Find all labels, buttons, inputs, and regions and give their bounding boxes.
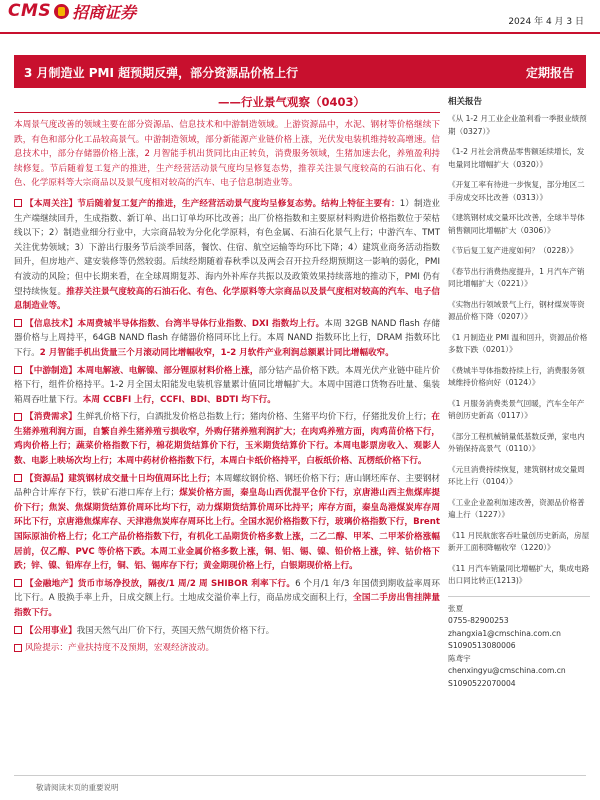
section-title: 【中游制造】 [25, 365, 77, 376]
analyst-name: 张夏 [448, 603, 464, 613]
report-title: 3 月制造业 PMI 超预期反弹，部分资源品价格上行 [24, 66, 299, 80]
section-lead: 货币市场净投放，隔夜/1 周/2 周 SHIBOR 利率下行。 [77, 578, 296, 589]
bullet-square-icon [14, 626, 22, 634]
company-logo [8, 0, 136, 22]
section-lead: 本周费城半导体指数、台湾半导体行业指数、DXI 指数均上行。 [77, 318, 325, 329]
section-body: 生鲜乳价格下行，白酒批发价格总指数上行；猪肉价格、生猪平均价下行，仔猪批发价上行； [76, 412, 432, 423]
related-report-link[interactable]: 《1-2 月社会消费品零售额延续增长，发电量同比增幅扩大（0320）》 [448, 147, 585, 169]
report-date: 2024 年 4 月 3 日 [508, 17, 584, 27]
section-body: 本周螺纹钢价格、钢坯价格下行；唐山钢坯库存、主要钢材品种合计库存下行，铁矿石港口库存上行； [14, 473, 440, 499]
section-paragraph [14, 472, 440, 574]
section-body: 本周 32GB NAND flash 存储器价格与上周持平，64GB NAND flash 存储器价格同环比上行。本周 NAND 指数环比上行，DRAM 指数环比下行。 [14, 318, 440, 358]
section-lead: 建筑钢材成交量十日均值周环比上行； [68, 473, 216, 484]
subtitle-divider [14, 112, 440, 113]
section-highlight: 推荐关注景气度较高的石油石化、有色、化学原料等大宗商品以及景气度相对较高的汽车、电子信息制造业等。 [14, 286, 440, 312]
analyst-name: 陈鸢宇 [448, 653, 471, 663]
section-paragraph [14, 577, 440, 621]
section-lead: 本周电解液、电解镍、部分锂原材料价格上涨， [76, 365, 259, 376]
section-highlight: 本周 CCBFI 上行，CCFI、BDI、BDTI 均下行。 [82, 394, 276, 405]
related-report-link[interactable]: 《节后复工复产进度如何？（0228）》 [448, 246, 578, 255]
related-report-link[interactable]: 《1 月制造业 PMI 温和回升，资源品价格多数下跌（0201）》 [448, 332, 588, 354]
section-title: 【资源品】 [25, 473, 69, 484]
abstract-paragraph: 本周景气度改善的领域主要在部分资源品、信息技术和中游制造领域。上游资源品中，水泥、钢材等价格继续下跌，有色和部分化工品较高景气。中游制造领域，部分新能源产业链价格上涨，光伏发电装机维持较高增速。信息技术中，部分存储器价格上涨，2 月智能手机出货同比由正转负，消费服务领域，生猪加速去化，养殖盈利持续修复。节后随着复工复产的推进，生产经营活动景气度均呈修复态势，推荐关注景气度较高的石油石化、有色、化学原料等大宗商品以及景气度相对较高的汽车、电子信息制造业等。 [14, 120, 440, 189]
section-title: 【金融地产】 [25, 578, 78, 589]
related-report-link[interactable]: 《建筑钢材成交量环比改善，全球半导体销售额同比增幅扩大（0306）》 [448, 213, 585, 235]
section-body: 我国天然气出厂价下行，英国天然气期货价格下行。 [76, 625, 275, 636]
section-title: 【本周关注】 [25, 198, 78, 209]
related-report-link[interactable]: 《部分工程机械销量低基数反弹，家电内外销保持高景气（0110）》 [448, 431, 585, 453]
related-report-link[interactable]: 《从 1-2 月工业企业盈利看一季报业绩预期（0327）》 [448, 114, 587, 136]
section-paragraph [14, 624, 440, 639]
related-report-link[interactable]: 《开复工率有待进一步恢复，部分地区二手房成交环比改善（0313）》 [448, 180, 585, 202]
footer-divider [14, 775, 586, 776]
risk-label: 风险提示： [25, 643, 68, 654]
bullet-square-icon [14, 413, 22, 421]
section-list [14, 197, 440, 638]
related-report-link[interactable]: 《费城半导体指数持续上行，消费服务领域维持价格向好（0124）》 [448, 365, 585, 387]
bullet-square-icon [14, 366, 22, 374]
section-paragraph [14, 410, 440, 468]
page-header [0, 0, 600, 34]
main-content [14, 118, 440, 659]
section-body: 6 个月/1 年/3 年国债到期收益率周环比下行。A 股换手率上升，日成交额上行。土地成交溢价率上行，商品房成交面积上行， [14, 578, 440, 604]
report-type: 定期报告 [525, 66, 574, 80]
section-title: 【消费需求】 [25, 412, 77, 423]
risk-warning [14, 641, 440, 656]
analyst-cert: S1090513080006 [448, 641, 516, 650]
footer-note: 敬请阅读末页的重要说明 [36, 783, 119, 792]
analyst-cert: S1090522070004 [448, 678, 516, 688]
bullet-square-icon [14, 319, 22, 327]
related-report-link[interactable]: 《春节出行消费热度提升，1 月汽车产销同比增幅扩大（0221）》 [448, 266, 585, 288]
section-highlight: 煤炭价格方面，秦皇岛山西优混平仓价下行，京唐港山西主焦煤库提价下行；焦炭、焦煤期货结算价周环比均下行，动力煤期货结算价周环比持平；库存方面，秦皇岛港煤炭库存周环比下行，京唐港焦煤库存、天津港焦炭库存周环比上行。全国水泥价格指数下行，玻璃价格指数下行，Brent 国际原油价格上行；化工产品价格指数下行，有机化工品期货价格多数上涨，二乙二醇、甲苯、二甲苯价格涨幅居前，仅乙醇、PVC 等价格下跌。本周工业金属价格多数上涨，铜、铝、锡、镍、铅价格上涨，锌、钴价格下跌；锌、镍、铅库存上行，铜、铝、锡库存下行；黄金期现价格上行，白银期现价格上行。 [14, 488, 440, 572]
bullet-square-icon [14, 644, 22, 652]
section-paragraph [14, 364, 440, 408]
logo-mark-icon [54, 4, 69, 19]
related-report-link[interactable]: 《元旦消费持续恢复，建筑钢材成交量周环比上行（0104）》 [448, 464, 585, 486]
bullet-square-icon [14, 199, 22, 207]
section-body: 部分钴产品价格下跌。本周光伏产业链中硅片价格下行，组件价格持平。1-2 月全国太阳能发电装机容量累计值同比增幅扩大。本周中国港口货物吞吐量、集装箱周吞吐量下行。 [14, 365, 440, 405]
related-report-link[interactable]: 《1 月服务消费类景气回暖，汽车全年产销创历史新高（0117）》 [448, 398, 585, 420]
analyst-phone: 0755-82900253 [448, 616, 509, 625]
related-report-link[interactable]: 《11 月汽车销量同比增幅扩大，集成电路出口同比转正(1213)》 [448, 563, 590, 585]
section-highlight: 全国二手房出售挂牌量指数下行。 [14, 593, 440, 618]
risk-text: 产业扶持度不及预期，宏观经济波动。 [67, 643, 215, 654]
section-paragraph [14, 197, 440, 314]
logo-cn-text: 招商证券 [72, 2, 137, 22]
sidebar [448, 95, 590, 690]
logo-cms-text: CMS [8, 1, 52, 21]
related-report-link[interactable]: 《工业企业盈利加速改善，资源品价格普遍上行（1227）》 [448, 497, 585, 519]
sidebar-divider [448, 596, 590, 597]
header-divider [0, 32, 600, 34]
related-reports-heading: 相关报告 [448, 97, 483, 107]
section-paragraph [14, 317, 440, 361]
related-report-link[interactable]: 《实物出行领域景气上行，钢材煤炭等资源品价格下降（0207）》 [448, 299, 585, 321]
bullet-square-icon [14, 474, 22, 482]
section-highlight: 2 月智能手机出货量三个月滚动同比增幅收窄，1-2 月软件产业利润总额累计同比增幅收窄。 [39, 347, 394, 358]
section-title: 【公用事业】 [25, 625, 77, 636]
report-subtitle: ——行业景气观察（0403） [218, 95, 366, 109]
section-title: 【信息技术】 [25, 318, 78, 329]
section-lead: 节后随着复工复产的推进，生产经营活动景气度均呈修复态势。结构上特征主要有： [77, 198, 400, 209]
related-reports-list [448, 113, 590, 588]
section-highlight: 在生猪养殖利润方面，自繁自养生猪养殖亏损收窄，外购仔猪养殖利润扩大；在肉鸡养殖方面，肉鸡苗价格下行，鸡肉价格上行；蔬菜价格指数下行，棉花期货结算价下行，玉米期货结算价下行。本周电影票房收入、观影人数、电影上映场次均上行；本周中药材价格指数下行，本周白卡纸价格持平，白板纸价格、瓦楞纸价格下行。 [14, 412, 440, 467]
analyst-email[interactable]: zhangxia1@cmschina.com.cn [448, 628, 561, 638]
related-report-link[interactable]: 《11 月民航旅客吞吐量创历史新高，房屋新开工面积降幅收窄（1220）》 [448, 530, 590, 552]
title-banner [14, 55, 586, 88]
section-body: 1）制造业生产端继续回升，生成指数、新订单、出口订单均环比改善；出厂价格指数和主要原材料购进价格指数位于荣枯线以下；2）制造业细分行业中，大宗商品较为分化化学原料，有色金属、石油石化景气上行；中游汽车、TMT 关注优势领域；3）下游出行服务节后淡季回落，餐饮、住宿、航空运输等均环比下降；4）建筑业商务活动指数回升，但房地产、建安装修等仍然较弱。后续经期随着春秋季以及两会召开拉升经期预期这一影响的弱化，PMI 有波动的风险；但中长期来看，在全球周期复苏、海内外补库存共振以及政策效果持续落地的推动下，PMI 仍有望持续恢复。 [14, 198, 440, 297]
bullet-square-icon [14, 579, 22, 587]
analyst-email[interactable]: chenxingyu@cmschina.com.cn [448, 666, 566, 675]
analyst-list [448, 603, 590, 691]
